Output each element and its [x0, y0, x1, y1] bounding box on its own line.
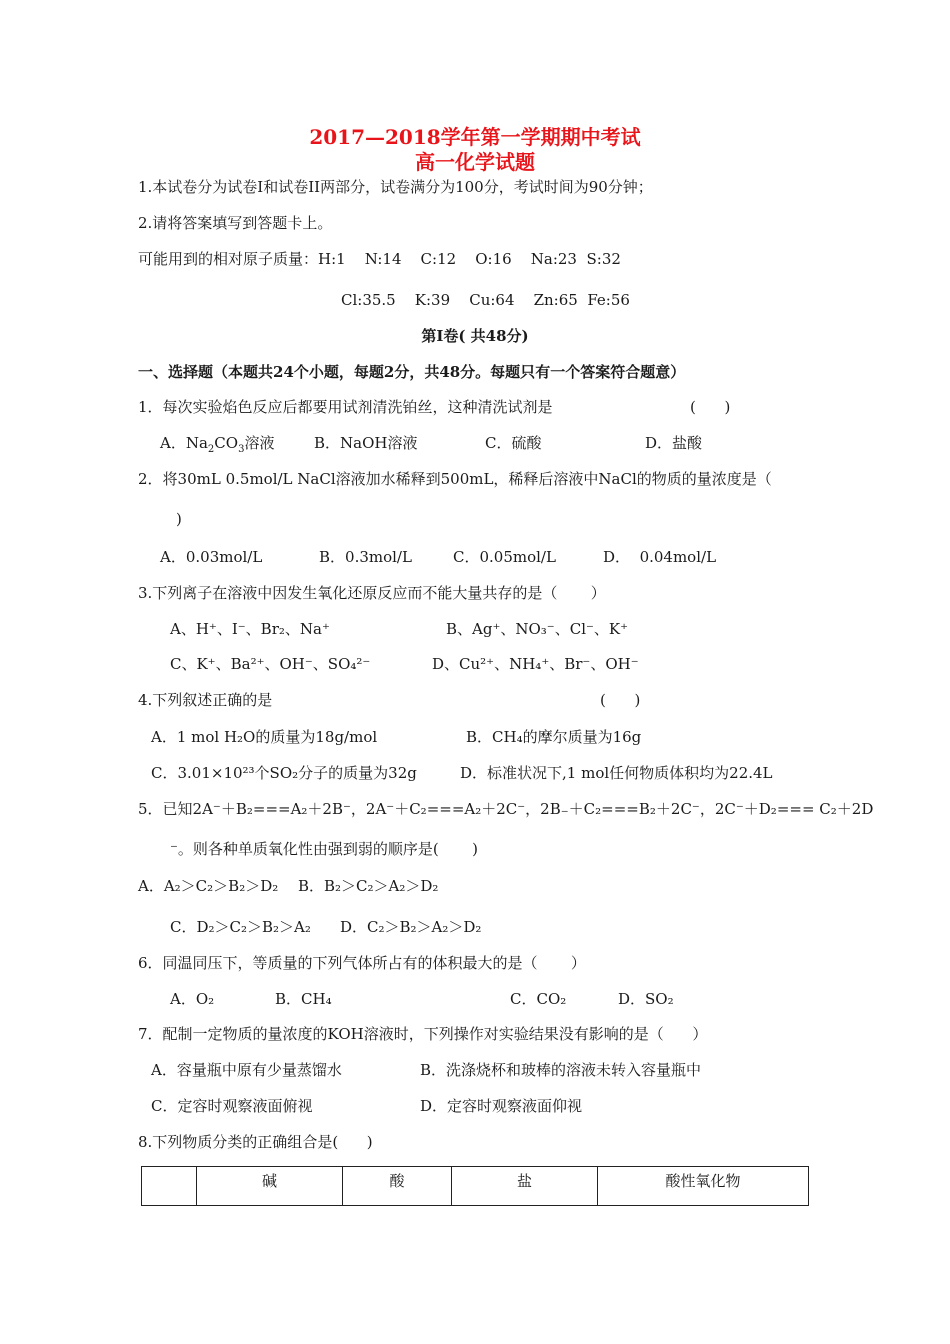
- question-1-stem: 1．每次实验焰色反应后都要用试剂清洗铂丝，这种清洗试剂是: [138, 398, 553, 416]
- question-3-option-c: C、K⁺、Ba²⁺、OH⁻、SO₄²⁻: [170, 655, 371, 673]
- section-heading: 一、选择题（本题共24个小题，每题2分，共48分。每题只有一个答案符合题意）: [138, 363, 686, 381]
- question-7-option-c: C．定容时观察液面俯视: [151, 1097, 313, 1115]
- question-8-stem: 8.下列物质分类的正确组合是( ): [138, 1133, 373, 1151]
- question-1-paren: ( ): [690, 398, 731, 416]
- table-header-cell: 盐: [452, 1167, 598, 1206]
- classification-table: [141, 1166, 809, 1206]
- question-4-paren: ( ): [600, 691, 641, 709]
- title-line-1: 2017—2018学年第一学期期中考试: [309, 125, 641, 149]
- table-header-cell: 酸: [343, 1167, 452, 1206]
- question-3-option-a: A、H⁺、I⁻、Br₂、Na⁺: [170, 620, 330, 638]
- question-3-option-d: D、Cu²⁺、NH₄⁺、Br⁻、OH⁻: [432, 655, 639, 673]
- question-2-option-b: B．0.3mol/L: [319, 548, 412, 566]
- instruction-1: 1.本试卷分为试卷Ⅰ和试卷II两部分，试卷满分为100分，考试时间为90分钟；: [138, 178, 653, 196]
- question-7-option-b: B．洗涤烧杯和玻棒的溶液未转入容量瓶中: [420, 1061, 702, 1079]
- atomic-mass-line-2: Cl:35.5 K:39 Cu:64 Zn:65 Fe:56: [341, 291, 630, 309]
- subscript: 3: [238, 444, 245, 455]
- option-text: 溶液: [244, 434, 275, 452]
- question-3-option-b: B、Ag⁺、NO₃⁻、Cl⁻、K⁺: [446, 620, 629, 638]
- question-7-option-a: A．容量瓶中原有少量蒸馏水: [151, 1061, 342, 1079]
- question-5-option-a: A．A₂＞C₂＞B₂＞D₂: [138, 877, 279, 895]
- question-2-stem-cont: ): [176, 510, 182, 528]
- volume-title: 第Ⅰ卷( 共48分): [421, 327, 529, 345]
- atomic-mass-line-1: 可能用到的相对原子质量：H:1 N:14 C:12 O:16 Na:23 S:32: [138, 250, 621, 268]
- question-5-option-b: B．B₂＞C₂＞A₂＞D₂: [298, 877, 439, 895]
- table-header-cell: [142, 1167, 197, 1206]
- question-4-option-d: D．标准状况下,1 mol任何物质体积均为22.4L: [460, 764, 773, 782]
- question-2-option-d: D． 0.04mol/L: [603, 548, 717, 566]
- question-6-option-b: B．CH₄: [275, 990, 332, 1008]
- table-header-row: [142, 1167, 809, 1206]
- question-4-option-a: A．1 mol H₂O的质量为18g/mol: [151, 728, 378, 746]
- instruction-2: 2.请将答案填写到答题卡上。: [138, 214, 333, 232]
- question-4-option-b: B．CH₄的摩尔质量为16g: [466, 728, 642, 746]
- question-5-option-d: D．C₂＞B₂＞A₂＞D₂: [340, 918, 482, 936]
- question-7-stem: 7．配制一定物质的量浓度的KOH溶液时，下列操作对实验结果没有影响的是（ ）: [138, 1025, 708, 1043]
- question-6-option-d: D．SO₂: [618, 990, 674, 1008]
- question-6-option-a: A．O₂: [170, 990, 215, 1008]
- question-5-option-c: C．D₂＞C₂＞B₂＞A₂: [170, 918, 311, 936]
- title-line-2: 高一化学试题: [415, 150, 535, 174]
- question-5-stem-cont: ⁻。则各种单质氧化性由强到弱的顺序是( ): [170, 840, 478, 858]
- question-2-option-a: A．0.03mol/L: [160, 548, 263, 566]
- question-6-stem: 6．同温同压下，等质量的下列气体所占有的体积最大的是（ ）: [138, 954, 586, 972]
- question-6-option-c: C．CO₂: [510, 990, 567, 1008]
- question-1-option-a: [160, 433, 274, 460]
- question-7-option-d: D．定容时观察液面仰视: [420, 1097, 583, 1115]
- question-3-stem: 3.下列离子在溶液中因发生氧化还原反应而不能大量共存的是（ ）: [138, 584, 606, 602]
- question-2-stem: 2．将30mL 0.5mol/L NaCl溶液加水稀释到500mL，稀释后溶液中NaCl的物质的量浓度是（: [138, 470, 772, 488]
- option-text: A．Na: [160, 434, 208, 452]
- question-4-stem: 4.下列叙述正确的是: [138, 691, 273, 709]
- table-header-cell: 碱: [197, 1167, 343, 1206]
- question-2-option-c: C．0.05mol/L: [453, 548, 556, 566]
- option-text: CO: [214, 434, 239, 452]
- table-header-cell: 酸性氧化物: [598, 1167, 809, 1206]
- question-1-option-d: D．盐酸: [645, 434, 703, 452]
- question-1-option-c: C．硫酸: [485, 434, 542, 452]
- question-4-option-c: C．3.01×10²³个SO₂分子的质量为32g: [151, 764, 417, 782]
- subscript: 2: [207, 444, 215, 455]
- question-5-stem: 5．已知2A⁻＋B₂===A₂＋2B⁻，2A⁻＋C₂===A₂＋2C⁻，2B₋＋C₂===B₂＋2C⁻，2C⁻＋D₂=== C₂＋2D: [138, 800, 874, 818]
- question-1-option-b: B．NaOH溶液: [314, 434, 418, 452]
